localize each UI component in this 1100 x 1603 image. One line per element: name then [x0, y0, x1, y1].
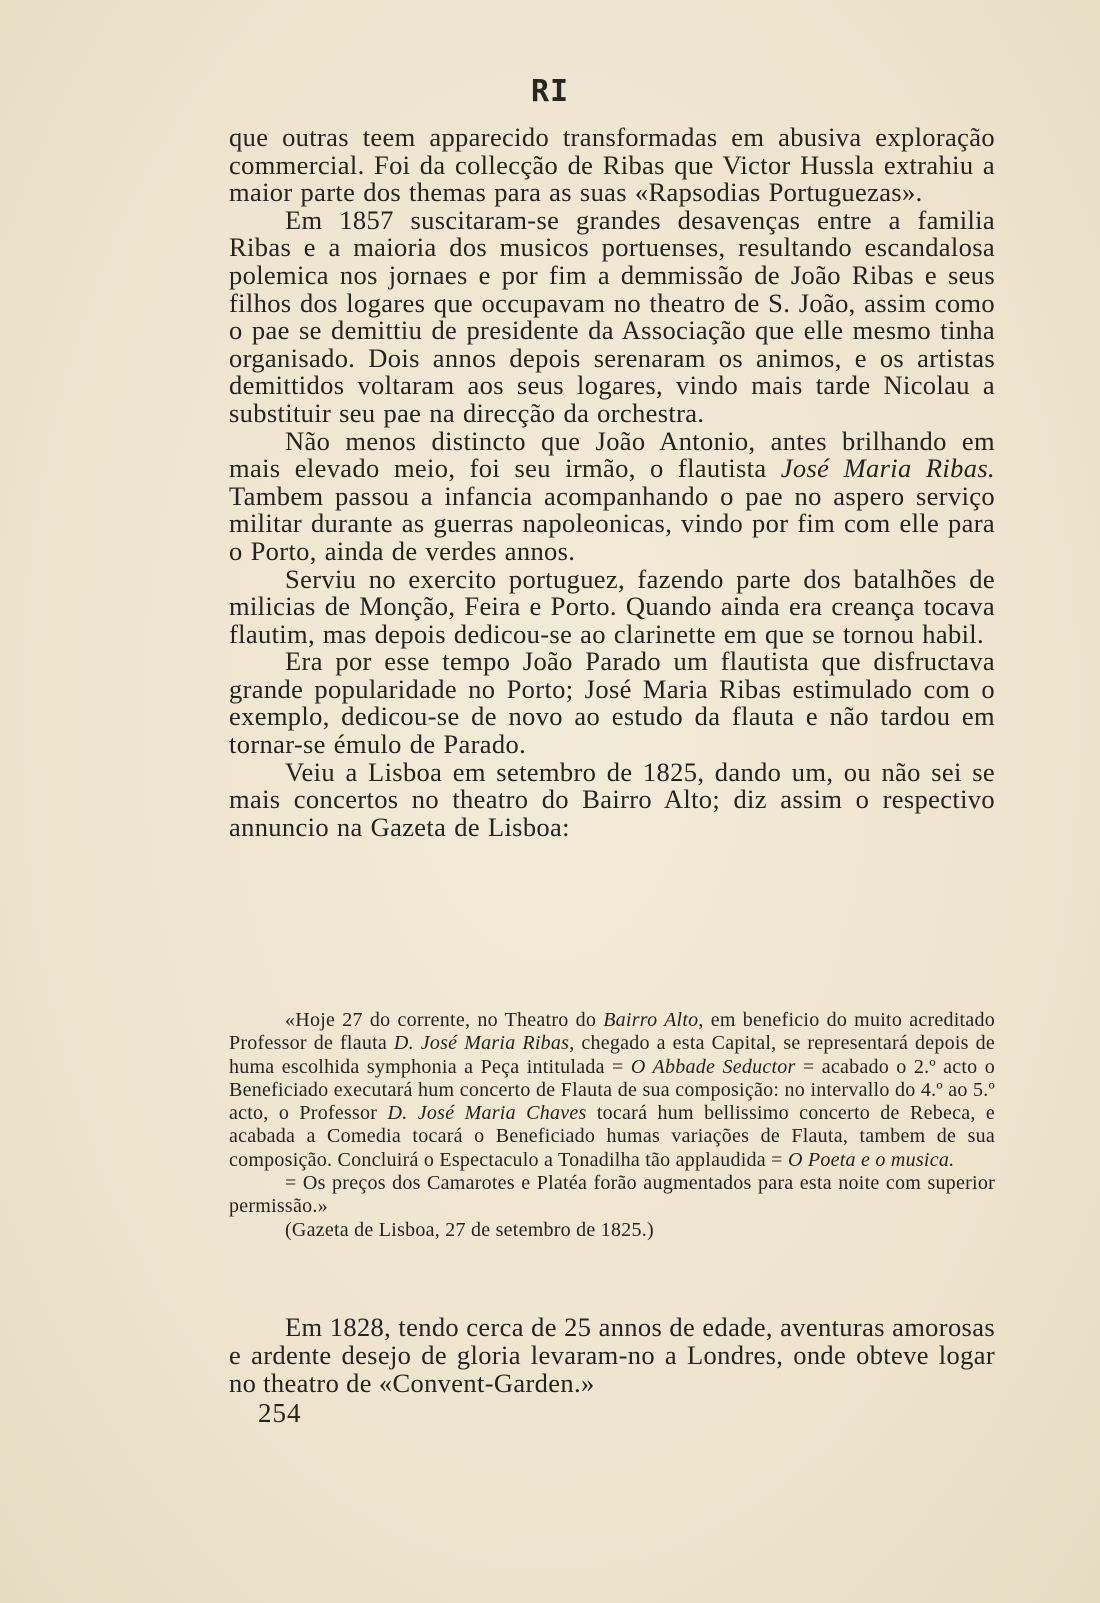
quote-segment-italic: D. José Maria Chaves: [387, 1102, 587, 1125]
body-text: [229, 124, 995, 841]
paragraph-3-rest: Tambem passou a infancia acompanhando o pae no aspero serviço militar durante as guerras napoleonicas, vindo por fim com elle para o Porto, ainda de verdes annos.: [229, 480, 995, 566]
closing-text: [229, 1313, 995, 1397]
quote-segment-italic: O Abbade Seductor: [630, 1055, 796, 1078]
quote-segment-italic: D. José Maria Ribas: [393, 1032, 570, 1055]
page-number: 254: [258, 1398, 302, 1428]
paragraph-1: que outras teem apparecido transformadas em abusiva exploração commercial. Foi da collecção de Ribas que Victor Hussla extrahiu a maior parte dos themas para as suas «Rapsodias Portuguezas».: [229, 122, 995, 208]
paragraph-3-name: José Maria Ribas.: [780, 453, 995, 484]
quote-segment: , chegado a esta Capital, se representará depois de huma escolhida symphonia a Peça intitulada =: [229, 1032, 996, 1078]
paragraph-6: Veiu a Lisboa em setembro de 1825, dando um, ou não sei se mais concertos no theatro do Bairro Alto; diz assim o respectivo annuncio na Gazeta de Lisboa:: [229, 756, 995, 842]
paragraph-5: Era por esse tempo João Parado um flautista que disfructava grande popularidade no Porto; José Maria Ribas estimulado com o exemplo, dedicou-se de novo ao estudo da flauta e não tardou em tornar-se émulo de Parado.: [229, 646, 995, 760]
paragraph-3: [229, 425, 995, 566]
quote-segment: tocará hum bellissimo concerto de Rebeca, e acabada a Comedia tocará o Beneficiado humas variações de Flauta, tambem de sua composição. Concluirá o Espectaculo a Tonadilha tão applaudida =: [229, 1102, 996, 1171]
running-head: RI: [530, 74, 570, 109]
quote-second: = Os preços dos Camarotes e Platéa forão augmentados para esta noite com superior permissão.»: [229, 1172, 995, 1218]
paragraph-2: Em 1857 suscitaram-se grandes desavenças entre a familia Ribas e a maioria dos musicos portuenses, resultando escandalosa polemica nos jornaes e por fim a demmissão de João Ribas e seus filhos dos logares que occupavam no theatro de S. João, assim como o pae se demittiu de presidente da Associação que elle mesmo tinha organisado. Dois annos depois serenaram os animos, e os artistas demittidos voltaram aos seus logares, vindo mais tarde Nicolau a substituir seu pae na direcção da orchestra.: [229, 204, 995, 428]
paragraph-3-lead: Não menos distincto que João Antonio, antes brilhando em mais elevado meio, foi seu irmão, o flautista: [229, 425, 995, 484]
quote-source: (Gazeta de Lisboa, 27 de setembro de 1825.): [285, 1218, 654, 1241]
quote-segment-italic: O Poeta e o musica.: [787, 1148, 955, 1171]
newspaper-quote: [229, 1009, 995, 1242]
closing-paragraph: Em 1828, tendo cerca de 25 annos de edade, aventuras amorosas e ardente desejo de gloria levaram-no a Londres, onde obteve logar no theatro de «Convent-Garden.»: [229, 1312, 995, 1398]
quote-segment: = acabado o 2.º acto o Beneficiado executará hum concerto de Flauta de sua composição: no intervallo do 4.º ao 5.º acto, o Professor: [229, 1055, 995, 1125]
quote-segment: , em beneficio do muito acreditado Professor de flauta: [229, 1009, 995, 1055]
quote-segment: «Hoje 27 do corrente, no Theatro do: [285, 1009, 604, 1031]
quote-segment-italic: Bairro Alto: [603, 1009, 699, 1031]
quote-main: [229, 1009, 995, 1172]
paragraph-4: Serviu no exercito portuguez, fazendo parte dos batalhões de milicias de Monção, Feira e Porto. Quando ainda era creança tocava flautim, mas depois dedicou-se ao clarinette em que se tornou habil.: [229, 563, 995, 649]
